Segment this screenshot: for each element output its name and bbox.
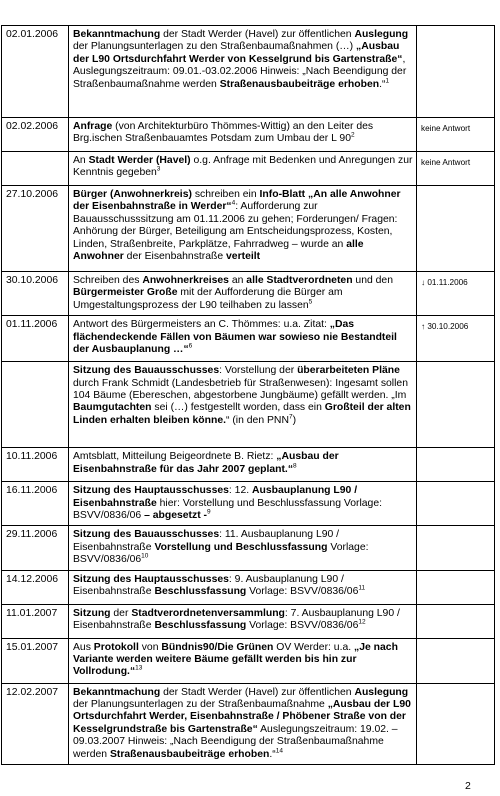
text-run: .“ (379, 78, 386, 90)
entry-note: ↓ 01.11.2006 (417, 272, 495, 316)
table-row (2, 186, 495, 272)
footnote-ref: 9 (207, 508, 211, 516)
entry-description (69, 26, 417, 118)
entry-date: 02.01.2006 (2, 26, 69, 118)
footnote-ref: 5 (308, 298, 313, 306)
entry-date: 16.11.2006 (2, 482, 69, 526)
text-run: der Eisenbahnstraße (123, 251, 227, 263)
table-row (2, 272, 495, 316)
text-run: : 9. Ausbauplanung L90 / Eisenbahnstraße (73, 573, 344, 598)
emphasis-text: Bündnis90/Die Grünen (161, 641, 274, 653)
emphasis-text: „Ausbau der L90 Ortsdurchfahrt Werder von Kesselgrund bis Gartenstraße“ (73, 41, 403, 65)
entry-note (417, 570, 495, 604)
emphasis-text: verteilt (226, 251, 261, 263)
text-run: ) (292, 414, 297, 426)
entry-description (69, 604, 417, 638)
entry-date: 12.02.2007 (2, 683, 69, 764)
entry-description (69, 272, 417, 316)
entry-description (69, 482, 417, 526)
entry-note (417, 683, 495, 764)
text-run: und den (352, 275, 393, 286)
entry-description (69, 186, 417, 272)
emphasis-text: Sitzung des Bauausschusses (73, 365, 220, 377)
emphasis-text: „Das flächendeckende Fällen von Bäumen war sowieso nie Bestandteil der Ausbauplanung …“ (73, 319, 397, 356)
chronology-table (1, 25, 495, 765)
table-row (2, 570, 495, 604)
table-row (2, 482, 495, 526)
text-run: durch Frank Schmidt (Landesbetrieb für Straßenwesen): Ingesamt sollen 104 Bäume (Ebereschen, abgestorbene Jungbäume) gefällt werden. „Im (73, 377, 408, 402)
entry-note: keine Antwort (417, 118, 495, 152)
emphasis-text: Anfrage (73, 121, 113, 132)
text-run: der Planungsunterlagen zu der Straßenbaumaßnahme (73, 699, 328, 711)
emphasis-text: Sitzung (73, 607, 111, 619)
entry-note (417, 186, 495, 272)
entry-description (69, 526, 417, 570)
entry-note (417, 362, 495, 448)
chronology-body (2, 26, 495, 765)
entry-date: 14.12.2006 (2, 570, 69, 604)
text-run: Auslegungszeitraum: 19.02. – 09.03.2007 Hinweis: „Nach Beendigung der Straßenbaumaßnahme werden (73, 723, 398, 760)
text-run: schreiben ein (191, 189, 260, 200)
emphasis-text: Sitzung des Hauptausschusses (73, 573, 229, 585)
emphasis-text: alle Anwohner (73, 238, 364, 263)
emphasis-text: Anwohnerkreises (142, 275, 229, 286)
footnote-ref: 14 (275, 747, 283, 755)
entry-description (69, 448, 417, 482)
text-run: mit der Aufforderung die Bürger am Umgestaltungsprozess der L90 teilhaben zu lassen (73, 287, 343, 311)
text-run: : 11. Ausbauplanung L90 / Eisenbahnstraße (73, 529, 340, 553)
entry-date: 29.11.2006 (2, 526, 69, 570)
footnote-ref: 6 (188, 342, 193, 350)
footnote-ref: 2 (351, 131, 355, 139)
emphasis-text: alle Stadtverordneten (246, 275, 353, 286)
table-row (2, 638, 495, 683)
text-run: Antwort des Bürgermeisters an C. Thömmes: u.a. Zitat: (73, 319, 330, 331)
entry-date: 01.11.2006 (2, 316, 69, 362)
page-number: 2 (465, 780, 471, 792)
text-run: : Aufforderung zur Bauausschusssitzung am 01.11.2006 zu gehen; Forderungen/ Fragen: Anhörung der Bürger, Beteiligung am Entscheidungsprozess, Kosten, Linden, Straßenbreite, Parkplätze, Fahrradweg – wurde an (73, 201, 398, 250)
footnote-ref: 4 (231, 199, 236, 207)
emphasis-text: Bürgermeister Große (73, 287, 178, 299)
entry-date (2, 362, 69, 448)
emphasis-text: Beschlussfassung (154, 586, 247, 598)
footnote-ref: 8 (293, 462, 297, 470)
emphasis-text: – abgesetzt - (144, 510, 207, 522)
emphasis-text: Sitzung des Bauausschusses (73, 529, 220, 541)
entry-description (69, 638, 417, 683)
emphasis-text: Bekanntmachung (73, 29, 161, 40)
entry-description (69, 570, 417, 604)
entry-date: 10.11.2006 (2, 448, 69, 482)
text-run: an (228, 275, 247, 286)
entry-date: 27.10.2006 (2, 186, 69, 272)
entry-note (417, 482, 495, 526)
text-run: der Stadt Werder (Havel) zur öffentlichen (160, 29, 355, 40)
emphasis-text: überarbeiteten Pläne (297, 365, 400, 377)
entry-date: 02.02.2006 (2, 118, 69, 152)
text-run: Vorlage: BSVV/0836/06 (246, 586, 359, 598)
text-run: Aus (73, 641, 94, 653)
text-run: hier: Vorstellung und Beschlussfassung Vorlage: BSVV/0836/06 (73, 497, 383, 522)
footnote-ref: 3 (156, 165, 161, 173)
emphasis-text: Beschlussfassung (154, 620, 247, 632)
table-row (2, 683, 495, 764)
table-row (2, 604, 495, 638)
emphasis-text: Auslegung (354, 686, 409, 698)
table-row (2, 118, 495, 152)
text-run: : Vorstellung der (219, 365, 298, 377)
emphasis-text: „Ausbau der L90 Ortsdurchfahrt Werder, Eisenbahnstraße / Phöbener Straße von der Kesselgrundstraße bis Gartenstraße“ (73, 699, 411, 735)
emphasis-text: Ausbauplanung L90 / Eisenbahnstraße (73, 485, 358, 509)
table-row (2, 152, 495, 186)
emphasis-text: Info-Blatt „An alle Anwohner der Eisenbahnstraße in Werder“ (73, 189, 401, 213)
entry-note (417, 604, 495, 638)
text-run: Amtsblatt, Mitteilung Beigeordnete B. Rietz: (73, 451, 277, 463)
emphasis-text: Protokoll (93, 641, 139, 653)
entry-date: 30.10.2006 (2, 272, 69, 316)
table-row (2, 526, 495, 570)
entry-note (417, 526, 495, 570)
text-run: OV Werder: u.a. (273, 641, 355, 653)
entry-description (69, 118, 417, 152)
text-run: der Stadt Werder (Havel) zur öffentlichen (160, 686, 355, 698)
emphasis-text: Stadt Werder (Havel) (88, 155, 191, 166)
footnote-ref: 12 (358, 618, 366, 626)
entry-note: keine Antwort (417, 152, 495, 186)
text-run: .“ (269, 748, 276, 760)
table-row (2, 26, 495, 118)
text-run: Vorlage: BSVV/0836/06 (73, 541, 369, 566)
footnote-ref: 10 (141, 552, 149, 560)
text-run: : 7. Ausbauplanung L90 / Eisenbahnstraße (73, 607, 400, 632)
entry-note (417, 26, 495, 118)
text-run: : 12. (228, 485, 253, 497)
emphasis-text: Straßenausbaubeiträge erhoben (219, 78, 380, 90)
entry-description (69, 152, 417, 186)
emphasis-text: „Ausbau der Eisenbahnstraße für das Jahr 2007 geplant.“ (73, 451, 339, 475)
entry-description (69, 362, 417, 448)
entry-description (69, 683, 417, 764)
text-run: , Auslegungszeitraum: 09.01.-03.02.2006 Hinweis: „Nach Beendigung der Straßenbaumaßnahme werden (73, 53, 407, 90)
text-run: (von Architekturbüro Thömmes-Wittig) an den Leiter des Brg.ischen Straßenbauamtes Potsdam zum Umbau der L 90 (73, 121, 374, 145)
emphasis-text: Großteil der alten Linden erhalten bleiben könne. (73, 402, 411, 426)
entry-note (417, 638, 495, 683)
emphasis-text: Bürger (Anwohnerkreis) (73, 189, 192, 200)
text-run: An (73, 155, 89, 166)
table-row (2, 448, 495, 482)
text-run: o.g. Anfrage mit Bedenken und Anregungen zur Kenntnis gegeben (73, 155, 413, 179)
text-run: Schreiben des (73, 275, 143, 286)
emphasis-text: Vorstellung und Beschlussfassung (154, 541, 328, 553)
footnote-ref: 11 (358, 584, 366, 592)
entry-date: 11.01.2007 (2, 604, 69, 638)
text-run: der Planungsunterlagen zu den Straßenbaumaßnahmen (…) (73, 41, 357, 53)
emphasis-text: „Je nach Variante werden weitere Bäume gefällt werden bis hin zur Vollrodung.“ (73, 641, 398, 678)
emphasis-text: Baumgutachten (73, 402, 152, 414)
text-run: der (110, 607, 132, 619)
emphasis-text: Straßenausbaubeiträge erhoben (109, 748, 270, 760)
table-row (2, 362, 495, 448)
entry-note (417, 448, 495, 482)
footnote-ref: 13 (135, 665, 143, 672)
emphasis-text: Stadtverordnetenversammlung (131, 607, 285, 619)
entry-description (69, 316, 417, 362)
emphasis-text: Sitzung des Hauptausschusses (73, 485, 229, 497)
footnote-ref: 7 (288, 413, 293, 421)
entry-note: ↑ 30.10.2006 (417, 316, 495, 362)
text-run: sei (…) festgestellt worden, dass ein (151, 402, 325, 414)
entry-date (2, 152, 69, 186)
emphasis-text: Auslegung (354, 29, 409, 40)
text-run: von (138, 641, 162, 653)
footnote-ref: 1 (385, 77, 390, 85)
emphasis-text: Bekanntmachung (73, 686, 161, 698)
text-run: “ (in den PNN (226, 414, 289, 426)
text-run: Vorlage: BSVV/0836/06 (246, 620, 359, 632)
entry-date: 15.01.2007 (2, 638, 69, 683)
table-row (2, 316, 495, 362)
